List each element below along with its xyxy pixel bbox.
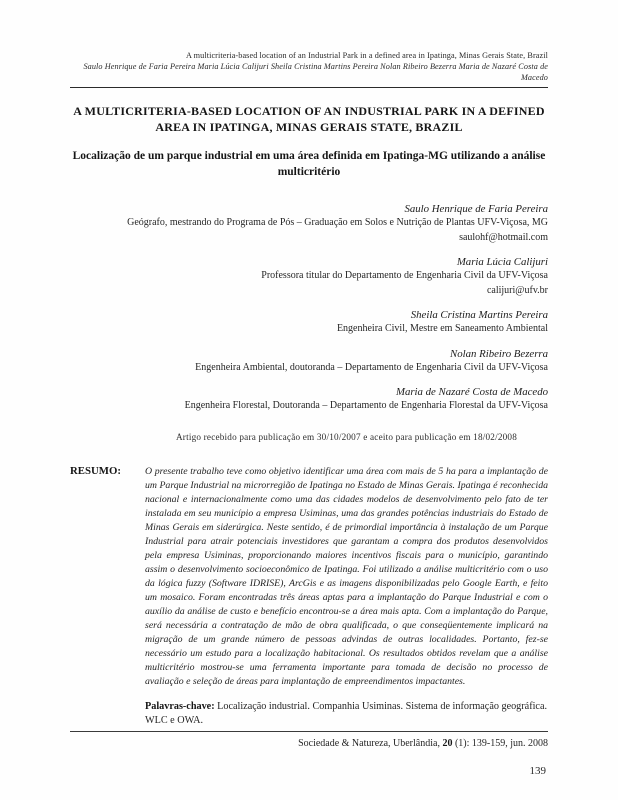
- author-name: Sheila Cristina Martins Pereira: [410, 309, 548, 321]
- page-number: 139: [529, 765, 546, 777]
- received-note: Artigo recebido para publicação em 30/10/2007 e aceito para publicação em 18/02/2008: [175, 431, 518, 442]
- citation-volume: 20: [442, 738, 453, 749]
- page-content: [70, 0, 548, 729]
- author-group: [70, 202, 548, 245]
- author-role: Professora titular do Departamento de Engenharia Civil da UFV-Viçosa: [261, 270, 548, 281]
- author-email: calijuri@ufv.br: [486, 284, 548, 296]
- authors-block: [70, 202, 548, 414]
- keywords-label: Palavras-chave:: [145, 700, 215, 712]
- abstract-section: [70, 465, 548, 689]
- citation-suffix: (1): 139-159, jun. 2008: [452, 738, 548, 749]
- abstract-label: RESUMO:: [70, 464, 121, 477]
- author-name: Nolan Ribeiro Bezerra: [450, 347, 548, 360]
- author-email: saulohf@hotmail.com: [459, 231, 548, 243]
- keywords-text: Localização industrial. Companhia Usiminas. Sistema de informação geográfica. WLC e OWA.: [145, 700, 548, 726]
- author-group: [70, 347, 548, 376]
- keywords-paragraph: [145, 700, 548, 729]
- author-role: Engenheira Florestal, Doutoranda – Departamento de Engenharia Florestal da UFV-Viçosa: [184, 400, 548, 411]
- journal-citation: [298, 738, 548, 749]
- running-head-authors: Saulo Henrique de Faria Pereira Maria Lúcia Calijuri Sheila Cristina Martins Pereira Nolan Ribeiro Bezerra Maria de Nazaré Costa de Macedo: [83, 62, 548, 82]
- title-english: A MULTICRITERIA-BASED LOCATION OF AN INDUSTRIAL PARK IN A DEFINED AREA IN IPATINGA, MINAS GERAIS STATE, BRAZIL: [73, 104, 545, 134]
- running-head: [70, 50, 548, 88]
- author-group: [70, 255, 548, 298]
- citation-prefix: Sociedade & Natureza, Uberlândia,: [298, 738, 443, 749]
- author-role: Engenheira Civil, Mestre em Saneamento Ambiental: [336, 323, 548, 334]
- title-portuguese: Localização de um parque industrial em uma área definida em Ipatinga-MG utilizando a análise multicritério: [72, 150, 546, 178]
- author-name: Maria de Nazaré Costa de Macedo: [395, 386, 548, 398]
- author-role: Engenheira Ambiental, doutoranda – Departamento de Engenharia Civil da UFV-Viçosa: [195, 361, 548, 373]
- author-group: [70, 385, 548, 414]
- running-head-title: A multicriteria-based location of an Industrial Park in a defined area in Ipatinga, Minas Gerais State, Brazil: [185, 51, 548, 60]
- header-rule: [70, 87, 548, 88]
- author-name: Saulo Henrique de Faria Pereira: [404, 203, 548, 215]
- author-name: Maria Lúcia Calijuri: [456, 256, 548, 268]
- footer-rule: [70, 731, 548, 732]
- abstract-text: O presente trabalho teve como objetivo identificar uma área com mais de 5 ha para a implantação de um Parque Industrial na microrregião de Ipatinga no Estado de Minas Gerais. Ipatinga é reconhecida nacional e internacionalmente como uma das cidades modelos de desenvolvimento pelo fato de ter instalada em seu município a empresa Usiminas, uma das grandes potências industriais do Estado de Minas Gerais em siderúrgica. Neste sentido, é de primordial importância à instalação de um Parque Industrial para atrair potenciais investidores que garantam a compra dos produtos desenvolvidos pela empresa Usiminas, proporcionando maiores incentivos fiscais para o município, garantindo assim o desenvolvimento socioeconômico de Ipatinga. Foi utilizado a análise multicritério com o uso da lógica fuzzy (Software IDRISE), ArcGis e as imagens disponibilizadas pelo Google Earth, e feito um mosaico. Foram encontradas três áreas aptas para a implantação do Parque Industrial e com o auxílio da análise de custo e benefício encontrou-se a área mais apta. Com a implantação do Parque, será necessária a contratação de mão de obra qualificada, o que conseqüentemente implicará na migração de um grande número de pessoas advindas de outras localidades. Portanto, fez-se necessário um estudo para a localização habitacional. Os resultados obtidos revelam que a análise multicritério mostrou-se uma ferramenta importante para tomada de decisão no processo de avaliação e seleção de áreas para implantação de empreendimentos impactantes.: [145, 465, 548, 687]
- author-role: Geógrafo, mestrando do Programa de Pós – Graduação em Solos e Nutrição de Plantas UFV-Viçosa, MG: [127, 217, 548, 228]
- author-group: [70, 308, 548, 337]
